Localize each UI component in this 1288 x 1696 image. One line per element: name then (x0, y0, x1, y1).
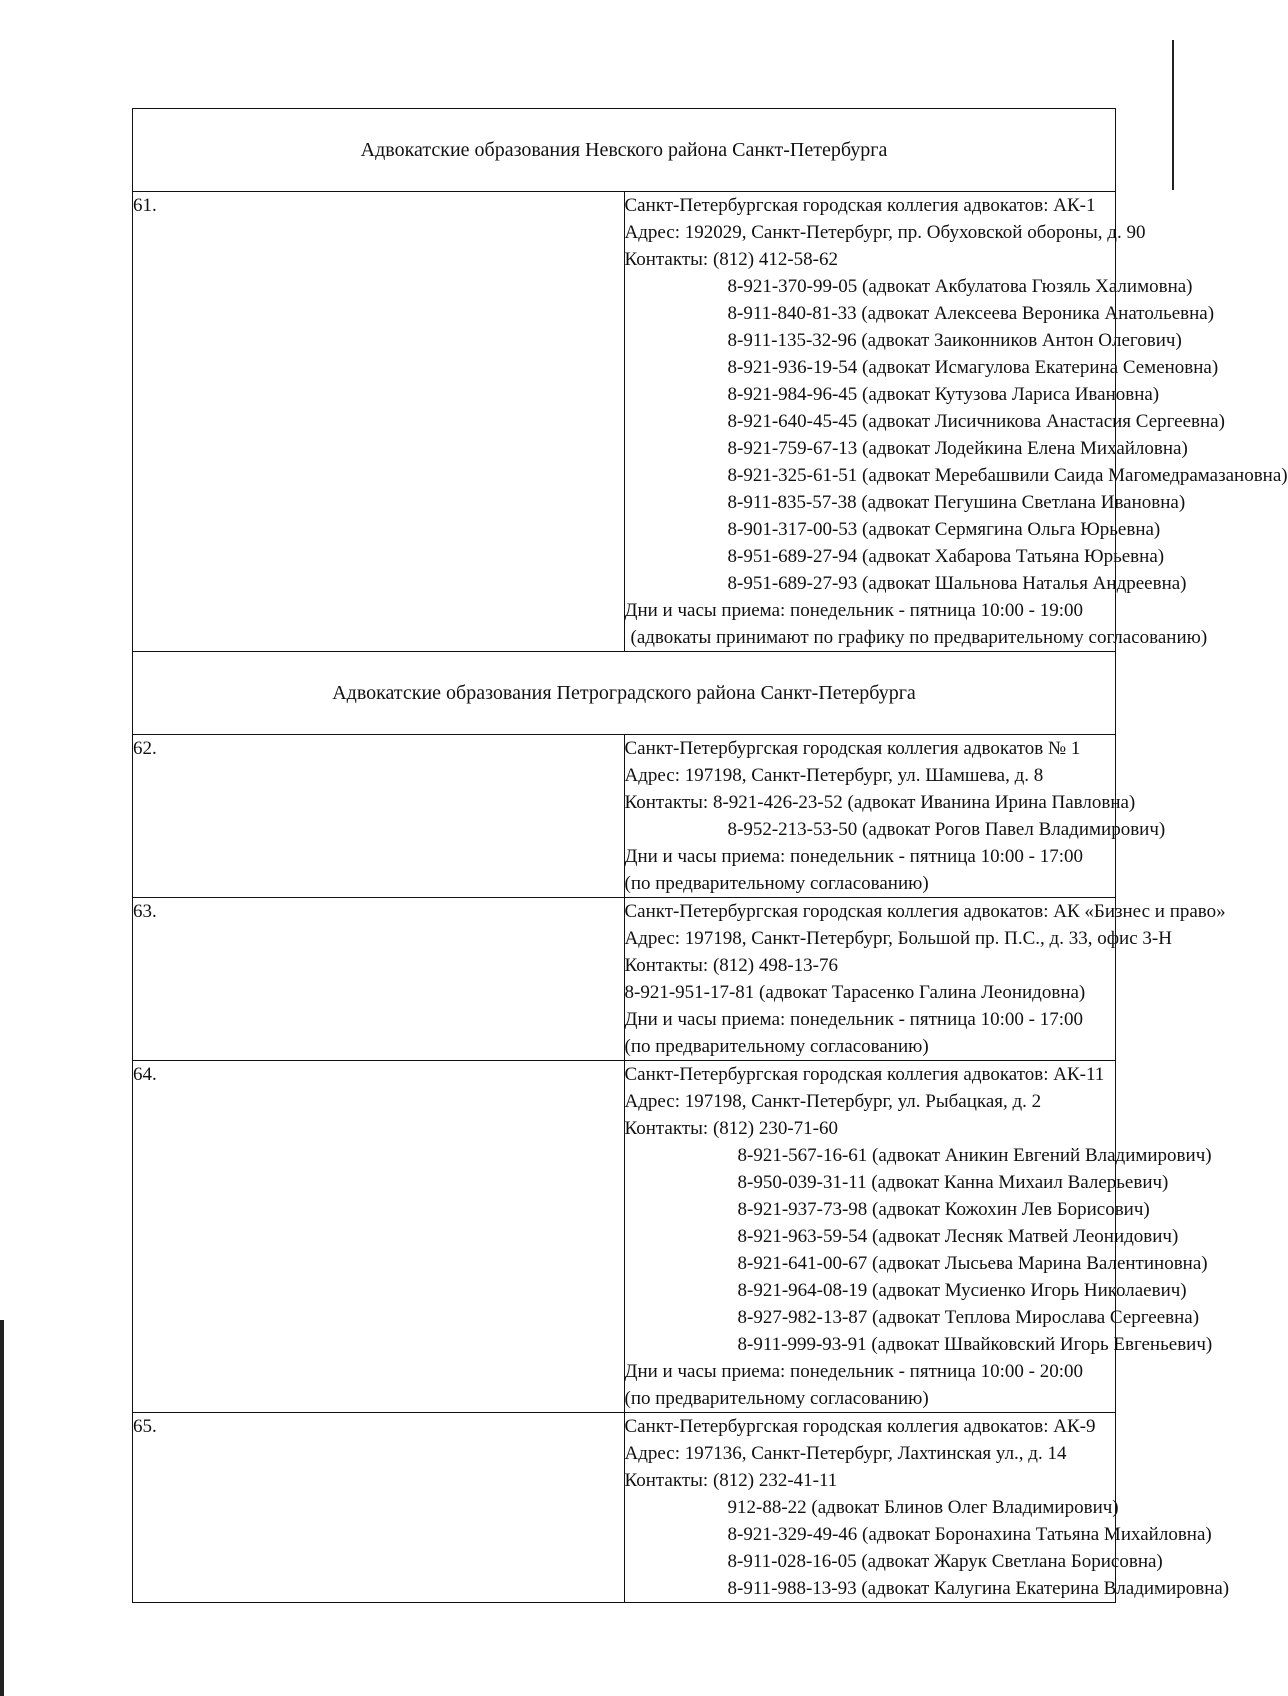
entry-line: 8-921-325-61-51 (адвокат Меребашвили Саида Магомедрамазановна) (727, 465, 1288, 486)
attorneys-table (132, 108, 1288, 1603)
entry-line: (адвокаты принимают по графику по предварительному согласованию) (630, 627, 1208, 648)
entry-line: 8-921-937-73-98 (адвокат Кожохин Лев Борисович) (737, 1199, 1150, 1220)
entry-line: 8-927-982-13-87 (адвокат Теплова Мирослава Сергеевна) (737, 1307, 1200, 1328)
entry-line: Контакты: (812) 230-71-60 (624, 1118, 838, 1139)
entry-line: Дни и часы приема: понедельник - пятница 10:00 - 17:00 (624, 846, 1083, 867)
entry-line: 8-921-936-19-54 (адвокат Исмагулова Екатерина Семеновна) (727, 357, 1219, 378)
entry-number: 61. (133, 192, 625, 652)
entry-row (133, 1061, 1116, 1413)
entry-details (624, 898, 1226, 1061)
entry-line: Санкт-Петербургская городская коллегия адвокатов: АК-11 (624, 1064, 1105, 1085)
entry-line: Дни и часы приема: понедельник - пятница 10:00 - 17:00 (624, 1009, 1083, 1030)
entry-line: 8-901-317-00-53 (адвокат Сермягина Ольга Юрьевна) (727, 519, 1161, 540)
entry-line: Санкт-Петербургская городская коллегия адвокатов № 1 (624, 738, 1081, 759)
entry-line: 8-921-964-08-19 (адвокат Мусиенко Игорь Николаевич) (737, 1280, 1187, 1301)
entry-details (624, 1413, 1230, 1603)
scan-edge-line-left (0, 1320, 4, 1696)
entry-number: 63. (133, 898, 625, 1061)
entry-line: 8-911-028-16-05 (адвокат Жарук Светлана Борисовна) (727, 1551, 1163, 1572)
entry-line: Адрес: 192029, Санкт-Петербург, пр. Обуховской обороны, д. 90 (624, 222, 1146, 243)
scan-edge-line-top (1172, 40, 1174, 190)
entry-line: Адрес: 197198, Санкт-Петербург, ул. Рыбацкая, д. 2 (624, 1091, 1042, 1112)
attorneys-table-body (133, 109, 1288, 1603)
entry-row (133, 735, 1116, 898)
entry-line: 8-952-213-53-50 (адвокат Рогов Павел Владимирович) (727, 819, 1166, 840)
entry-line: Контакты: 8-921-426-23-52 (адвокат Иванина Ирина Павловна) (624, 792, 1136, 813)
entry-line: Адрес: 197136, Санкт-Петербург, Лахтинская ул., д. 14 (624, 1443, 1067, 1464)
entry-details (624, 735, 1166, 898)
entry-line: 8-911-135-32-96 (адвокат Заиконников Антон Олегович) (727, 330, 1182, 351)
entry-number: 64. (133, 1061, 625, 1413)
entry-line: Дни и часы приема: понедельник - пятница 10:00 - 20:00 (624, 1361, 1083, 1382)
entry-line: 8-911-840-81-33 (адвокат Алексеева Вероника Анатольевна) (727, 303, 1215, 324)
entry-line: 8-921-641-00-67 (адвокат Лысьева Марина Валентиновна) (737, 1253, 1208, 1274)
entry-line: 8-921-329-49-46 (адвокат Боронахина Татьяна Михайловна) (727, 1524, 1212, 1545)
entry-line: 8-951-689-27-94 (адвокат Хабарова Татьяна Юрьевна) (727, 546, 1165, 567)
entry-line: (по предварительному согласованию) (624, 1036, 929, 1057)
entry-row (133, 1413, 1116, 1603)
entry-details (624, 1061, 1213, 1413)
section-header-row (133, 109, 1116, 192)
entry-line: 8-921-567-16-61 (адвокат Аникин Евгений Владимирович) (737, 1145, 1212, 1166)
entry-number: 65. (133, 1413, 625, 1603)
entry-line: 8-950-039-31-11 (адвокат Канна Михаил Валерьевич) (737, 1172, 1169, 1193)
entry-line: 8-921-951-17-81 (адвокат Тарасенко Галина Леонидовна) (624, 982, 1086, 1003)
entry-line: 8-921-759-67-13 (адвокат Лодейкина Елена Михайловна) (727, 438, 1188, 459)
entry-line: Контакты: (812) 498-13-76 (624, 955, 838, 976)
entry-line: 8-921-963-59-54 (адвокат Лесняк Матвей Леонидович) (737, 1226, 1179, 1247)
entry-row (133, 192, 1116, 652)
entry-line: Санкт-Петербургская городская коллегия адвокатов: АК-1 (624, 195, 1096, 216)
entry-number: 62. (133, 735, 625, 898)
section-title: Адвокатские образования Невского района Санкт-Петербурга (133, 109, 1116, 192)
entry-line: 8-911-835-57-38 (адвокат Пегушина Светлана Ивановна) (727, 492, 1186, 513)
entry-line: 8-921-370-99-05 (адвокат Акбулатова Гюзяль Халимовна) (727, 276, 1193, 297)
entry-line: Дни и часы приема: понедельник - пятница 10:00 - 19:00 (624, 600, 1083, 621)
entry-line: 912-88-22 (адвокат Блинов Олег Владимирович) (727, 1497, 1119, 1518)
entry-line: 8-921-984-96-45 (адвокат Кутузова Лариса Ивановна) (727, 384, 1160, 405)
entry-line: Санкт-Петербургская городская коллегия адвокатов: АК «Бизнес и право» (624, 901, 1226, 922)
entry-details (624, 192, 1288, 652)
entry-line: 8-921-640-45-45 (адвокат Лисичникова Анастасия Сергеевна) (727, 411, 1225, 432)
entry-line: (по предварительному согласованию) (624, 1388, 929, 1409)
section-header-row (133, 652, 1116, 735)
section-title: Адвокатские образования Петроградского района Санкт-Петербурга (133, 652, 1116, 735)
entry-line: Контакты: (812) 232-41-11 (624, 1470, 838, 1491)
entry-line: (по предварительному согласованию) (624, 873, 929, 894)
entry-line: Адрес: 197198, Санкт-Петербург, ул. Шамшева, д. 8 (624, 765, 1044, 786)
entry-row (133, 898, 1116, 1061)
entry-line: Контакты: (812) 412-58-62 (624, 249, 838, 270)
entry-line: Адрес: 197198, Санкт-Петербург, Большой пр. П.С., д. 33, офис 3-Н (624, 928, 1172, 949)
entry-line: 8-911-988-13-93 (адвокат Калугина Екатерина Владимировна) (727, 1578, 1230, 1599)
entry-line: 8-951-689-27-93 (адвокат Шальнова Наталья Андреевна) (727, 573, 1187, 594)
entry-line: Санкт-Петербургская городская коллегия адвокатов: АК-9 (624, 1416, 1096, 1437)
entry-line: 8-911-999-93-91 (адвокат Швайковский Игорь Евгеньевич) (737, 1334, 1213, 1355)
